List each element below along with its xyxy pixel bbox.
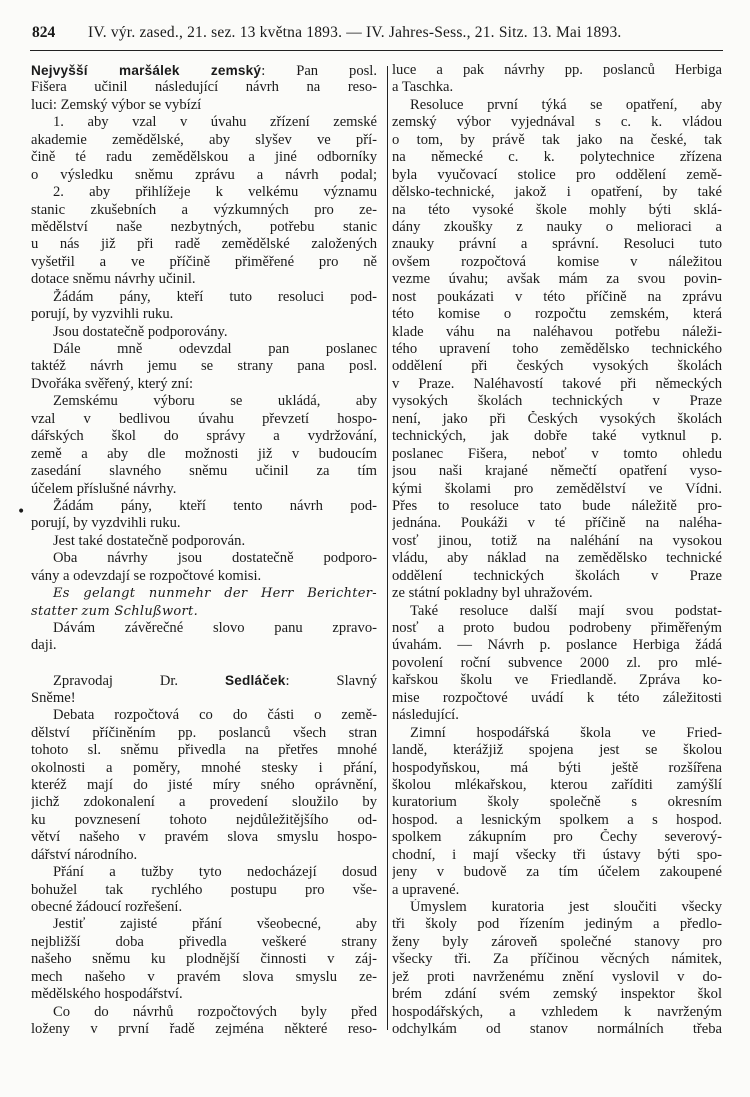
speaker-name: Nejvyšší maršálek zemský: [31, 63, 262, 78]
text-line: Oba návrhy jsou dostatečně podporo-: [53, 550, 377, 567]
text-line: byla vyučovací stolice pro oddělení země-: [392, 166, 722, 183]
text-line: technických, jak dobře také vytknul p.: [392, 428, 722, 445]
header-rule: [30, 50, 723, 51]
text-line: landě, kterážjiž spojena jest se školou: [392, 742, 722, 759]
text-line: zasedání slavného sněmu učinil za tím: [31, 463, 377, 480]
text-line: tého upravení toho zemědělsko technického: [392, 341, 722, 357]
text-line: Fišera učinil následující návrh na reso-: [31, 79, 377, 96]
text-line: země a aby dle možnosti již v budoucím: [31, 445, 377, 462]
text-run: Zpravodaj Dr.: [53, 673, 225, 690]
text-line: luce a pak návrhy pp. poslanců Herbiga: [392, 62, 722, 78]
text-line: tohoto sl. sněmu přivedla na přetřes mnohé: [31, 742, 377, 759]
text-line: klade váhu na naléhavou potřebu náleži-: [392, 323, 722, 340]
text-line: povolení roční subvence 2000 zl. pro mlé-: [392, 654, 722, 671]
text-line: Také resoluce další mají svou podstat-: [410, 602, 722, 619]
text-line: této komise o rozpočtu zemském, která: [392, 306, 722, 323]
text-line: našeho sněmu ku plodnější činnosti v záj-: [31, 951, 377, 968]
text-line: mise rozpočtové uvádí k této záležitosti: [392, 689, 722, 706]
text-line: Jestiť zajisté přání všeobecné, aby: [53, 916, 377, 933]
text-line: Dávám závěrečné slovo panu zpravo-: [53, 620, 377, 636]
text-line: Jsou dostatečně podporovány.: [53, 323, 228, 340]
text-line: Přání a tužby tyto nedocházejí dosud: [53, 864, 377, 881]
text-line: na německé c. k. polytechnice zřízena: [392, 149, 722, 166]
text-line: Úmyslem kuratoria jest sloučiti všecky: [410, 899, 722, 915]
fraktur-text: Es gelangt nunmehr der Herr Berichter-: [53, 586, 377, 602]
text-line: stanic zkušebních a výzkumných pro ze-: [31, 201, 377, 218]
text-line: Zimní hospodářská škola ve Fried-: [410, 724, 722, 741]
text-line: luci: Zemský výbor se vybízí: [31, 96, 202, 113]
margin-bullet: •: [17, 504, 26, 520]
text-line: Žádám pány, kteří tento návrh pod-: [53, 497, 377, 514]
text-line: chodní, i mají všecky tři ústavy býti spo-: [392, 846, 722, 863]
text-line: ženy byly zároveň společné stanovy pro: [392, 933, 722, 950]
text-line: jichž zdokonalení a provedení sloužilo by: [31, 794, 377, 811]
text-line: bohužel tak rychlého postupu pro vše-: [31, 881, 377, 898]
text-line: 2. aby přihlížeje k velkému významu: [53, 184, 377, 201]
text-line: čině té radu zemědělskou a jiné odborníky: [31, 149, 377, 166]
text-line: Sněme!: [31, 689, 76, 706]
text-line: hospodářských, a vzhledem k navrženým: [392, 1003, 722, 1020]
running-head: IV. výr. zased., 21. sez. 13 května 1893. — IV. Jahres-Sess., 21. Sitz. 13. Mai 1893.: [88, 24, 622, 41]
text-line: obecné žádoucí rozřešení.: [31, 899, 183, 915]
text-line: Dále mně odevzdal pan poslanec: [53, 341, 377, 357]
text-line: porují, by vyzdvihli ruku.: [31, 515, 181, 532]
text-line: taktéž návrh jemu se strany pana posl.: [31, 358, 377, 375]
text-line: Debata rozpočtová co do části o země-: [53, 707, 377, 724]
text-line: dělství příčiněním pp. poslanců všech stran: [31, 724, 377, 741]
text-line: [31, 672, 377, 689]
text-line: větví našeho v pravém slova smyslu hospo-: [31, 829, 377, 846]
text-line: poslanec Fišera, neboť v tomto ohledu: [392, 445, 722, 462]
text-run: : Pan posl.: [261, 63, 377, 79]
text-line: vezme úvahu; avšak mám za svou povin-: [392, 271, 722, 288]
text-line: daji.: [31, 637, 57, 654]
page-header: [32, 24, 722, 50]
text-line: vládu, aby náklad na zemědělsko technické: [392, 550, 722, 567]
text-line: mědělství naše nezbytných, potřebu stanic: [31, 218, 377, 235]
fraktur-text: statter zum Schlußwort.: [31, 603, 199, 619]
text-line: kařskou školu ve Friedlandě. Zpráva ko-: [392, 672, 722, 689]
text-line: účelem příslušné návrhy.: [31, 480, 177, 497]
text-line: Žádám pány, kteří tuto resoluci pod-: [53, 288, 377, 305]
text-line: tři školy pod řízením jediným a předlo-: [392, 916, 722, 933]
text-line: dářských škol do správy a vydržování,: [31, 428, 377, 445]
text-line: o výsledku sněmu zprávu a návrh podal;: [31, 166, 377, 183]
text-line: Resoluce první týká se opatření, aby: [410, 96, 722, 113]
text-line: hospod. a lesnickým spolkem a s hospod.: [392, 811, 722, 828]
text-line: Přes to resoluce tato bude náležitě pro-: [392, 497, 722, 514]
text-line: oddělení technických školách v Praze: [392, 567, 722, 584]
text-line: jež proti navrženému znění vyslovil v do-: [392, 968, 722, 985]
text-line: porují, by vyzvihli ruku.: [31, 306, 174, 323]
speaker-name: Sedláček: [224, 673, 286, 689]
text-line: dány zkoušky z nauky o melioraci a: [392, 218, 722, 235]
text-line: a Taschka.: [392, 79, 454, 96]
text-line: o tom, by právě tak jako na české, tak: [392, 131, 722, 148]
text-line: kteréž mají do jisté míry sného oprávnění,: [31, 776, 377, 793]
text-line: Jest také dostatečně podporován.: [53, 532, 246, 549]
text-line: nosť a proto budou podrobeny přiměřeným: [392, 620, 722, 636]
text-line: loženy v první řadě zejména některé reso-: [31, 1021, 377, 1038]
text-line: nost poukázati v této příčině na zprávu: [392, 288, 722, 305]
text-line: školou mlékařskou, kterou zaříditi zamýšlí: [392, 776, 722, 793]
right-column: [392, 62, 722, 1039]
text-line: vosť jinou, totiž na naléhání na vysokou: [392, 532, 722, 549]
text-line: zemský výbor vyjednával s c. k. vládou: [392, 114, 722, 131]
text-line: nejbližší doba přivedla veškeré strany: [31, 933, 377, 950]
text-line: mědělského hospodářství.: [31, 986, 183, 1003]
text-line: na této vysoké škole mohly býti sklá-: [392, 201, 722, 218]
left-column: [31, 62, 377, 1039]
text-line: dělsko-technické, jakož i opatření, by také: [392, 184, 722, 201]
text-line: Dvořáka svěřený, který zní:: [31, 375, 194, 392]
text-run: : Slavný: [285, 673, 377, 690]
text-line: [31, 603, 377, 620]
text-line: okolnosti a poměry, mnohé stesky i přání,: [31, 759, 377, 776]
text-line: hospodyňskou, má býti ještě rozšířena: [392, 759, 722, 776]
text-line: odchylkám od stanov normálních třeba: [392, 1021, 722, 1038]
text-line: vysokých školách technických v Praze: [392, 393, 722, 410]
text-line: akademie zemědělské, aby slyšev ve pří-: [31, 131, 377, 148]
text-line: kými školami pro zemědělství ve Vídni.: [392, 480, 722, 497]
text-line: [31, 62, 377, 79]
text-line: ovšem rozpočtová komise v náležitou: [392, 253, 722, 270]
text-line: u nás již při radě zemědělské založených: [31, 236, 377, 253]
text-line: není, jako při Českých vysokých školách: [392, 410, 722, 427]
text-line: v Praze. Naléhavostí takové při německých: [392, 375, 722, 392]
page-number: 824: [32, 24, 56, 41]
text-line: vyšetřil a ve příčině přiměřené pro ně: [31, 253, 377, 270]
text-line: ze státní pokladny byl uhražovém.: [392, 585, 593, 602]
text-line: všecky tři. Za příčinou věcných námitek,: [392, 951, 722, 968]
text-line: vzal v bedlivou úvahu převzetí hospo-: [31, 410, 377, 427]
text-line: brém zdání svém zemský inspektor škol: [392, 986, 722, 1003]
text-line: ku povznesení tohoto nejdůležitějšího od-: [31, 811, 377, 828]
text-line: Co do návrhů rozpočtových byly před: [53, 1003, 377, 1020]
column-divider: [387, 66, 388, 1030]
text-line: Zemskému výboru se ukládá, aby: [53, 393, 377, 410]
text-line: a upravené.: [392, 881, 460, 898]
text-line: [31, 655, 377, 672]
text-line: dotace sněmu návrhy učinil.: [31, 271, 196, 288]
text-line: jednána. Poukáži v té příčině na naléha-: [392, 515, 722, 532]
text-line: jeny v budově za tím účelem zakoupené: [392, 864, 722, 881]
text-line: [31, 585, 377, 602]
text-line: vány a odevzdají se rozpočtové komisi.: [31, 567, 262, 584]
text-line: znauky právní a správní. Resoluci tuto: [392, 236, 722, 253]
text-line: mech našeho v pravém slova smyslu ze-: [31, 968, 377, 985]
text-line: dářství národního.: [31, 846, 138, 863]
text-line: jsou naši krajané němečtí opatření vyso-: [392, 463, 722, 480]
text-line: spolkem zákupním pro Čechy severový-: [392, 829, 722, 846]
text-line: oddělení při českých vysokých školách: [392, 358, 722, 375]
text-line: úvahám. — Návrh p. poslance Herbiga žádá: [392, 637, 722, 654]
text-line: kuratorium školy společně s okresním: [392, 794, 722, 811]
text-line: 1. aby vzal v úvahu zřízení zemské: [53, 114, 377, 131]
text-line: následující.: [392, 707, 459, 724]
